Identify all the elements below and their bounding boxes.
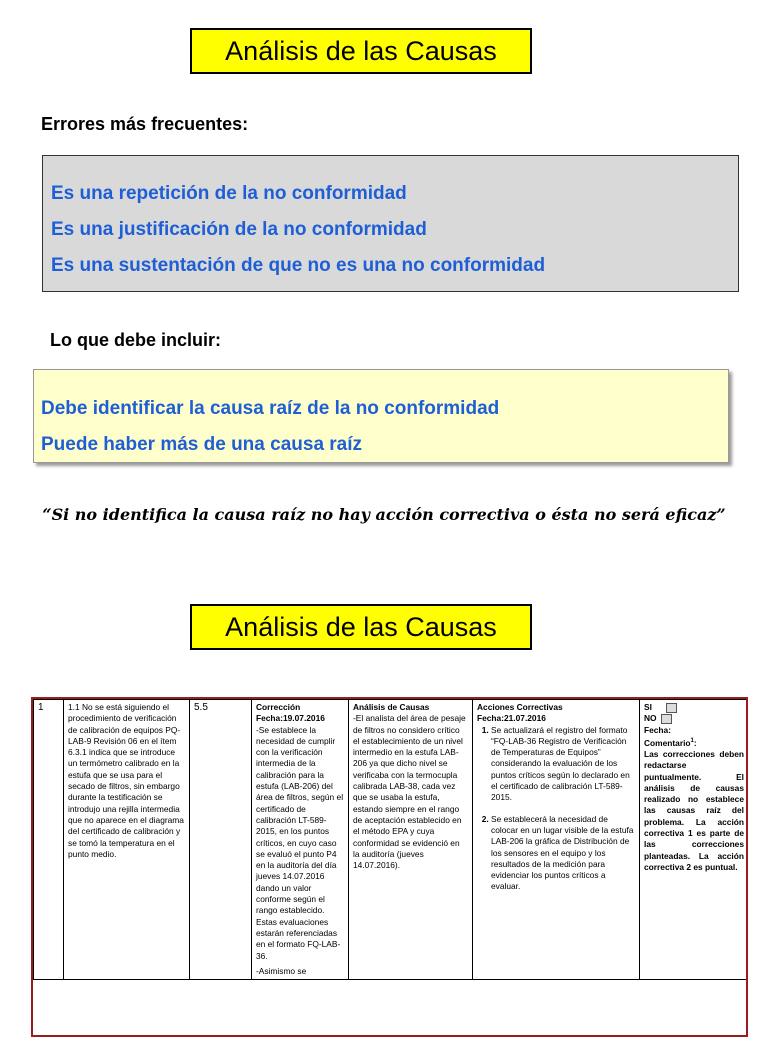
no-checkbox[interactable] <box>661 714 672 724</box>
si-row <box>644 702 744 713</box>
errors-label: Errores más frecuentes: <box>41 114 249 134</box>
corrective-actions-date: Fecha:21.07.2016 <box>477 713 546 724</box>
errors-box <box>42 155 739 292</box>
correction-cell <box>252 700 349 980</box>
nonconformity-description: 1.1 No se está siguiendo el procedimiento de verificación de calibración de equipos PQ-LAB-9 Revisión 06 en el ítem 6.3.1 indica que se introduce un termómetro calibrado en la estufa que se usa para el secado de filtros, sin embargo durante la testificación se introdujo una rejilla intermedia que no aparece en el diagrama del certificado de calibración y se tomó la temperatura en el punto medio. <box>64 700 190 980</box>
error-item: Es una justificación de la no conformidad <box>51 219 427 240</box>
slide-title-2: Análisis de las Causas <box>190 604 532 650</box>
cause-analysis-text: -El analista del área de pesaje de filtros no considero crítico el establecimiento de un nivel intermedio en la estufa LAB-206 ya que dicho nivel se verificaba con la termocupla calibrada LAB-38, cada vez que se usaba la estufa, estando siempre en el rango de aceptación establecido en el método EPA y cuya conformidad se evidenció en la auditoría (jueves 14.07.2016). <box>353 713 466 871</box>
row-number: 1 <box>34 700 64 980</box>
corrective-actions-cell <box>473 700 640 980</box>
error-item: Es una repetición de la no conformidad <box>51 183 407 204</box>
correction-text: -Se establece la necesidad de cumplir con la verificación intermedia de la calibración para la estufa (LAB-206) del área de filtros, según el certificado de calibración LT-589-2015, en los puntos críticos, en cuyo caso se evaluó el punto P4 en la auditoría del día jueves 14.07.2016 dando un valor conforme según el rango establecido. Estas evaluaciones estarán referenciadas en el formato FQ-LAB-36. <box>256 724 344 961</box>
evaluation-cell <box>640 700 749 980</box>
root-cause-quote: “Si no identifica la causa raíz no hay acción correctiva o ésta no será eficaz” <box>42 505 726 524</box>
clause-number: 5.5 <box>190 700 252 980</box>
comment-footnote: 1 <box>690 737 694 744</box>
fecha-label: Fecha: <box>644 724 671 735</box>
cause-analysis-title: Análisis de Causas <box>353 702 430 712</box>
correction-title: Corrección <box>256 702 301 712</box>
no-row <box>644 713 744 724</box>
corrective-action-item: 2. Se establecerá la necesidad de colocar en un lugar visible de la estufa LAB-206 la gráfica de Distribución de los sensores en el equipo y los resultados de la medición para evidenciar los puntos críticos a evaluar. <box>491 814 635 893</box>
nonconformity-table <box>31 697 748 1037</box>
corrective-actions-list <box>477 725 635 893</box>
si-checkbox[interactable] <box>666 703 677 713</box>
no-label: NO <box>644 713 657 724</box>
include-label: Lo que debe incluir: <box>50 330 222 350</box>
include-item: Debe identificar la causa raíz de la no conformidad <box>41 398 500 419</box>
si-label: SI <box>644 702 652 712</box>
table-row <box>34 700 749 980</box>
cause-analysis-cell <box>349 700 473 980</box>
comment-label: Comentario <box>644 737 691 748</box>
include-box <box>33 369 729 463</box>
corrective-action-item: 1. Se actualizará el registro del formato “FQ-LAB-36 Registro de Verificación de Temperaturas de Equipos” considerando la evaluación de los puntos críticos según lo declarado en el certificado de calibración LT-589-2015. <box>491 725 635 804</box>
correction-date: Fecha:19.07.2016 <box>256 713 325 724</box>
error-item: Es una sustentación de que no es una no conformidad <box>51 255 546 276</box>
correction-more: -Asimismo se <box>256 965 307 976</box>
include-item: Puede haber más de una causa raíz <box>41 434 363 455</box>
corrective-actions-title: Acciones Correctivas <box>477 702 563 712</box>
comment-heading: Comentario$^1$: <box>644 737 697 748</box>
slide-title-1: Análisis de las Causas <box>190 28 532 74</box>
comment-text: Las correcciones deben redactarse puntualmente. El análisis de causas realizado no establece las causas raíz del problema. La acción correctiva 1 es parte de las correcciones planteadas. La acción correctiva 2 es puntual. <box>644 748 744 872</box>
